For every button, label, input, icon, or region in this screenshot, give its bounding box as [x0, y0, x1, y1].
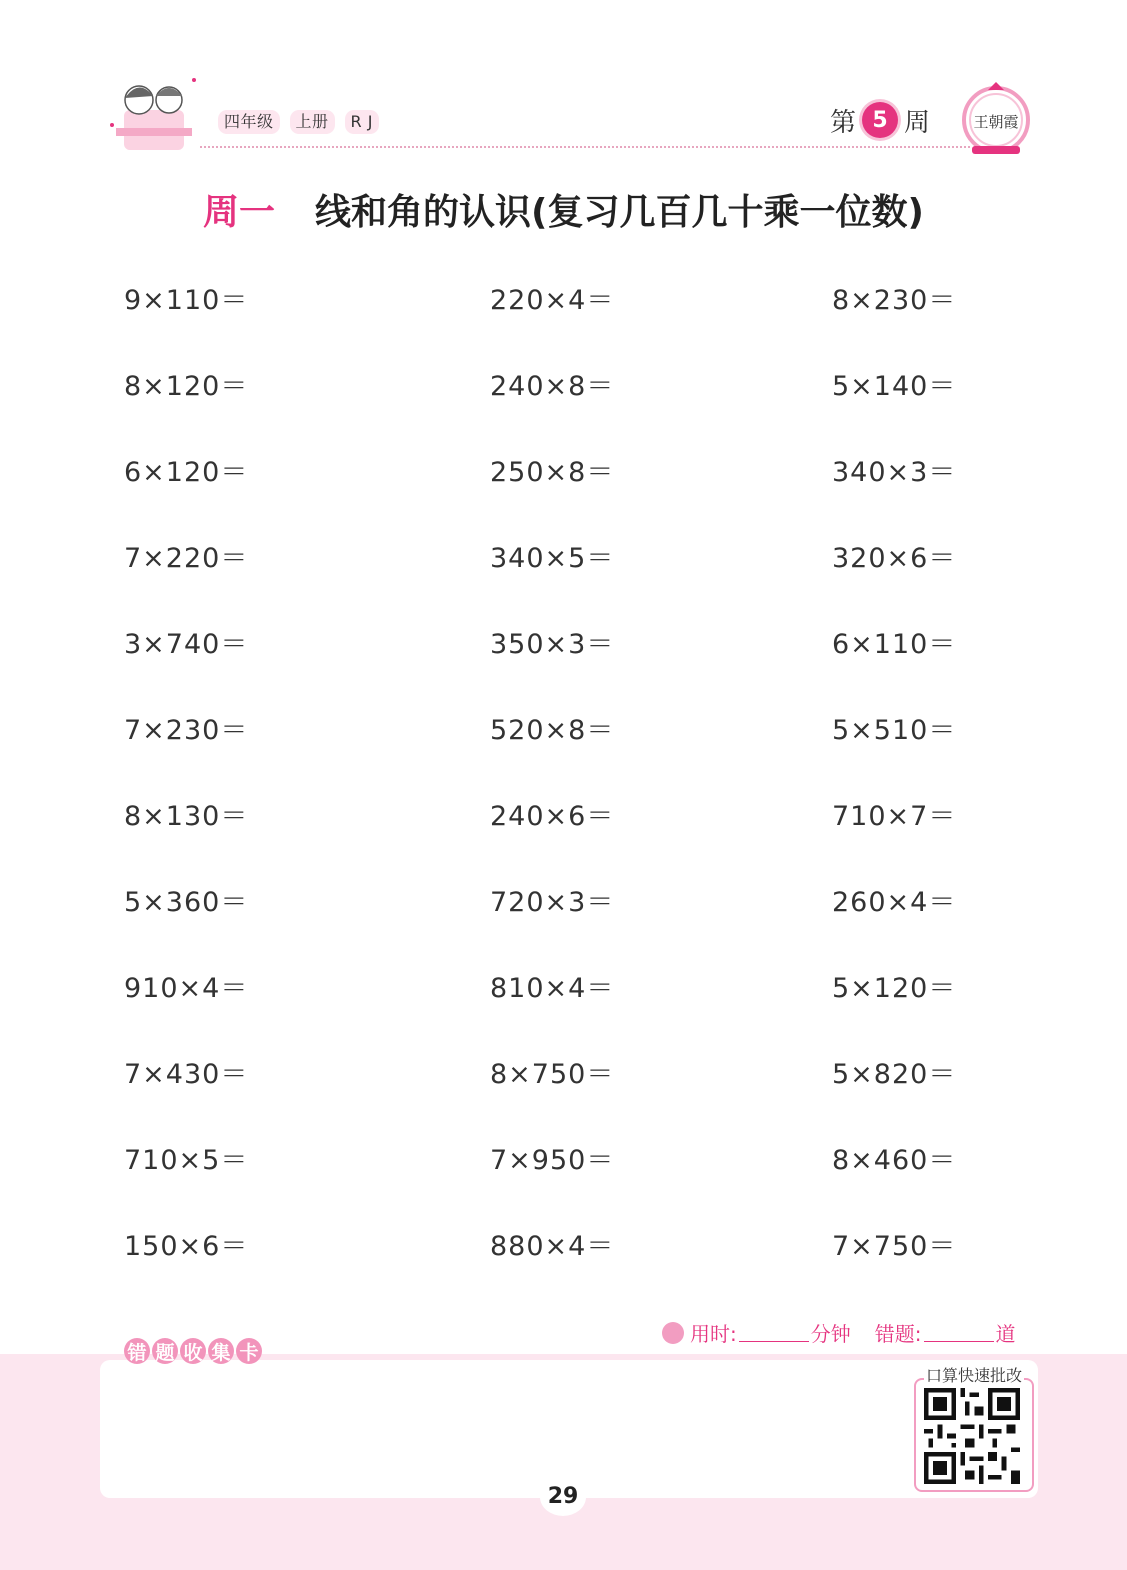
exercise-row	[124, 1138, 1004, 1224]
header-divider	[200, 146, 970, 148]
time-blank[interactable]	[739, 1323, 809, 1342]
multiplication-problem: 5×820＝	[832, 1059, 957, 1090]
exercise-row	[124, 364, 1004, 450]
multiplication-problem: 8×130＝	[124, 801, 249, 832]
exercise-row	[124, 622, 1004, 708]
page-title	[0, 184, 1127, 235]
multiplication-problem: 8×460＝	[832, 1145, 957, 1176]
multiplication-problem: 710×7＝	[832, 801, 957, 832]
title-day: 周一	[203, 192, 276, 233]
multiplication-problem: 720×3＝	[490, 887, 615, 918]
time-unit: 分钟	[810, 1322, 851, 1346]
multiplication-problem: 8×120＝	[124, 371, 249, 402]
multiplication-problem: 7×430＝	[124, 1059, 249, 1090]
exercise-row	[124, 966, 1004, 1052]
svg-text:王朝霞: 王朝霞	[973, 113, 1019, 131]
exercise-row	[124, 536, 1004, 622]
volume-tag: 上册	[290, 110, 335, 134]
multiplication-problem: 520×8＝	[490, 715, 615, 746]
exercise-row	[124, 278, 1004, 364]
qr-caption: 口算快速批改	[924, 1363, 1024, 1386]
mistake-card-label	[124, 1338, 262, 1364]
week-indicator	[830, 98, 930, 142]
exercise-row	[124, 450, 1004, 536]
stopwatch-icon	[662, 1322, 684, 1344]
week-number-badge: 5	[862, 102, 898, 138]
exercise-row	[124, 708, 1004, 794]
multiplication-problem: 7×750＝	[832, 1231, 957, 1262]
multiplication-problem: 150×6＝	[124, 1231, 249, 1262]
multiplication-problem: 240×6＝	[490, 801, 615, 832]
mistake-collection-card[interactable]	[100, 1360, 1038, 1498]
multiplication-problem: 5×140＝	[832, 371, 957, 402]
multiplication-problem: 350×3＝	[490, 629, 615, 660]
multiplication-problem: 880×4＝	[490, 1231, 615, 1262]
brand-seal-logo	[960, 80, 1032, 160]
week-prefix: 第	[830, 107, 857, 138]
exercise-row	[124, 794, 1004, 880]
multiplication-problem: 260×4＝	[832, 887, 957, 918]
multiplication-problem: 5×360＝	[124, 887, 249, 918]
exercise-row	[124, 1052, 1004, 1138]
multiplication-problem: 340×3＝	[832, 457, 957, 488]
qr-code[interactable]	[924, 1388, 1020, 1484]
multiplication-problem: 5×120＝	[832, 973, 957, 1004]
exercise-row	[124, 880, 1004, 966]
card-label-char: 收	[180, 1338, 206, 1364]
kids-illustration	[104, 70, 204, 155]
edition-tag: R J	[345, 110, 379, 134]
multiplication-problem: 9×110＝	[124, 285, 249, 316]
exercise-row	[124, 1224, 1004, 1310]
multiplication-problem: 810×4＝	[490, 973, 615, 1004]
multiplication-problem: 3×740＝	[124, 629, 249, 660]
multiplication-problem: 910×4＝	[124, 973, 249, 1004]
errors-blank[interactable]	[924, 1323, 994, 1342]
card-label-char: 集	[208, 1338, 234, 1364]
multiplication-problem: 220×4＝	[490, 285, 615, 316]
multiplication-problem: 8×750＝	[490, 1059, 615, 1090]
multiplication-problem: 340×5＝	[490, 543, 615, 574]
page-number: 29	[540, 1478, 586, 1516]
exercise-grid	[124, 278, 1004, 1310]
errors-label: 错题:	[874, 1322, 922, 1346]
multiplication-problem: 6×120＝	[124, 457, 249, 488]
multiplication-problem: 5×510＝	[832, 715, 957, 746]
timing-record	[662, 1318, 1016, 1347]
card-label-char: 错	[124, 1338, 150, 1364]
title-topic: 线和角的认识(复习几百几十乘一位数)	[315, 192, 924, 233]
week-suffix: 周	[904, 107, 931, 138]
multiplication-problem: 710×5＝	[124, 1145, 249, 1176]
card-label-char: 题	[152, 1338, 178, 1364]
grade-tag: 四年级	[218, 110, 280, 134]
multiplication-problem: 6×110＝	[832, 629, 957, 660]
multiplication-problem: 7×230＝	[124, 715, 249, 746]
multiplication-problem: 240×8＝	[490, 371, 615, 402]
time-label: 用时:	[690, 1322, 737, 1346]
multiplication-problem: 250×8＝	[490, 457, 615, 488]
multiplication-problem: 7×950＝	[490, 1145, 615, 1176]
errors-unit: 道	[995, 1322, 1016, 1346]
card-label-char: 卡	[236, 1338, 262, 1364]
multiplication-problem: 320×6＝	[832, 543, 957, 574]
multiplication-problem: 8×230＝	[832, 285, 957, 316]
multiplication-problem: 7×220＝	[124, 543, 249, 574]
